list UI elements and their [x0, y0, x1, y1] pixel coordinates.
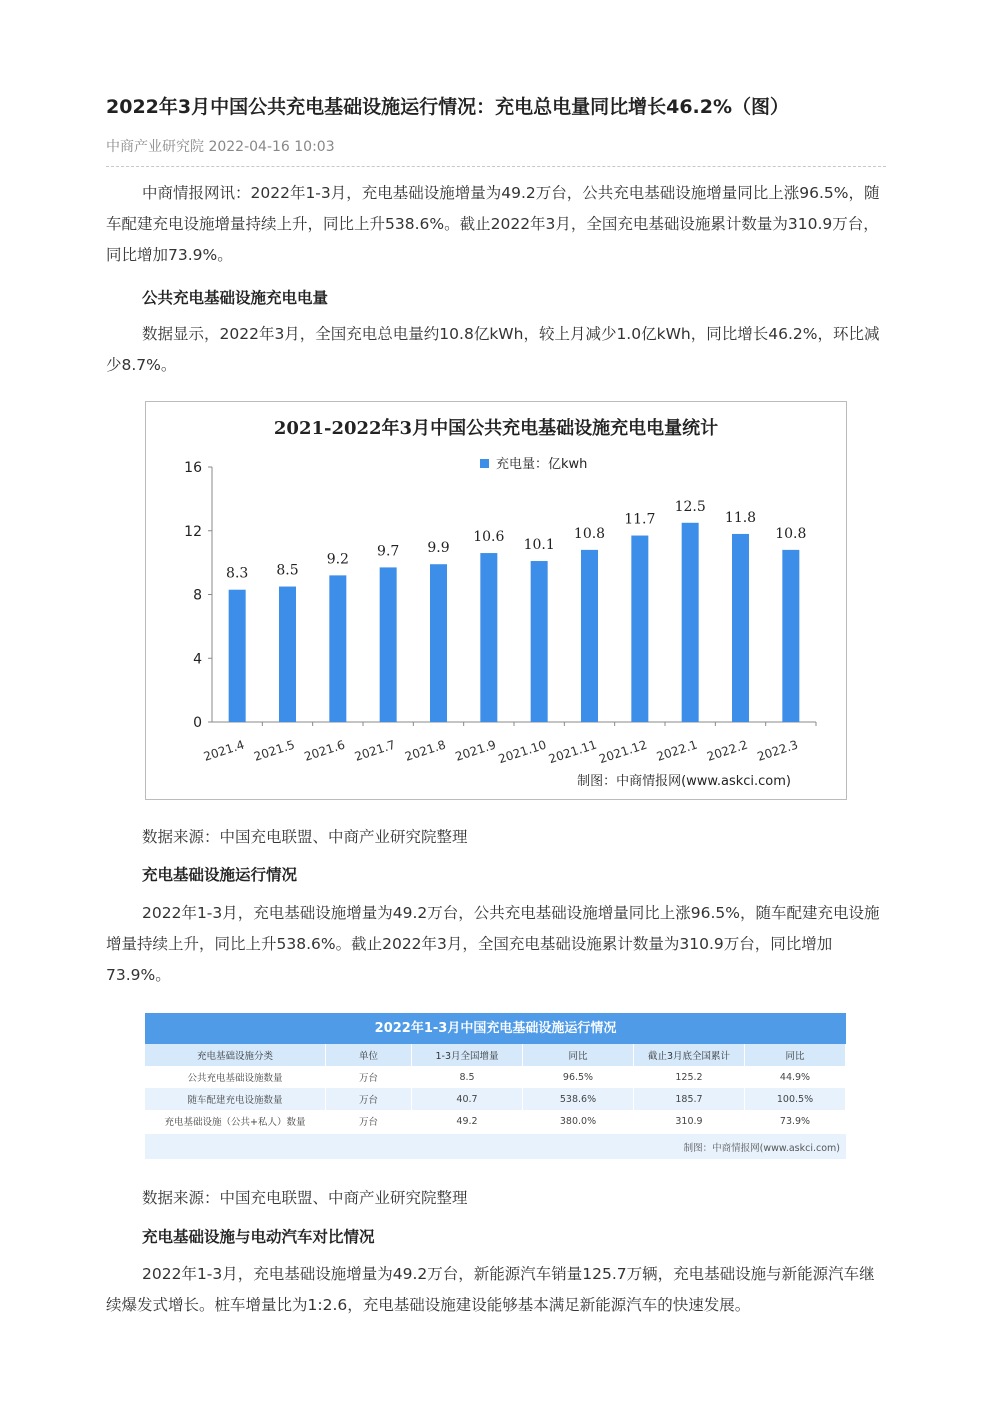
bar	[430, 564, 447, 722]
y-tick-label: 0	[193, 715, 202, 731]
table-header-cell: 同比	[523, 1044, 634, 1066]
data-label: 10.1	[523, 537, 555, 554]
paragraph-charging-volume: 数据显示，2022年3月，全国充电总电量约10.8亿kWh，较上月减少1.0亿kWh，同比增长46.2%，环比减少8.7%。	[106, 325, 880, 374]
table-header-cell: 1-3月全国增量	[412, 1044, 523, 1066]
table-cell: 公共充电基础设施数量	[145, 1066, 326, 1088]
chart-credit: 制图：中商情报网(www.askci.com)	[577, 774, 791, 789]
table-cell: 96.5%	[523, 1066, 634, 1088]
x-tick-label: 2022.3	[755, 737, 800, 764]
table-cell: 充电基础设施（公共+私人）数量	[145, 1110, 326, 1132]
table-header-row	[145, 1044, 846, 1066]
bar	[531, 561, 548, 722]
x-tick-label: 2021.5	[252, 737, 297, 764]
x-tick-label: 2021.10	[496, 737, 549, 767]
paragraph-intro: 中商情报网讯：2022年1-3月，充电基础设施增量为49.2万台，公共充电基础设施增量同比上涨96.5%，随车配建充电设施增量持续上升，同比上升538.6%。截止2022年3月，全国充电基础设施累计数量为310.9万台，同比增加73.9%。	[106, 184, 880, 264]
bar	[279, 587, 296, 722]
chart-canvas	[146, 402, 846, 799]
data-label: 8.5	[276, 562, 299, 579]
bar	[732, 534, 749, 722]
x-tick-label: 2021.12	[597, 737, 649, 767]
table-cell: 380.0%	[523, 1110, 634, 1132]
x-tick-label: 2021.6	[302, 737, 347, 764]
section-heading-charging-volume: 公共充电基础设施充电电量	[142, 289, 329, 307]
data-label: 11.7	[624, 511, 656, 528]
y-tick-label: 12	[184, 523, 202, 540]
data-label: 9.2	[326, 551, 349, 568]
table-cell: 万台	[326, 1110, 412, 1132]
y-tick-label: 16	[184, 460, 202, 476]
bar	[581, 550, 598, 722]
table-cell: 125.2	[634, 1066, 745, 1088]
x-tick-label: 2021.7	[352, 737, 398, 764]
article-title: 2022年3月中国公共充电基础设施运行情况：充电总电量同比增长46.2%（图）	[106, 96, 790, 118]
bar	[329, 575, 346, 722]
y-tick-label: 8	[193, 587, 202, 604]
bar	[480, 553, 497, 722]
table-cell: 49.2	[412, 1110, 523, 1132]
table-header-cell: 充电基础设施分类	[145, 1044, 326, 1066]
bar	[782, 550, 799, 722]
table-row	[145, 1088, 846, 1110]
x-tick-label: 2022.1	[654, 737, 700, 764]
y-tick-label: 4	[193, 651, 202, 668]
x-tick-label: 2021.8	[403, 737, 448, 764]
bar	[380, 567, 397, 722]
table-cell: 185.7	[634, 1088, 745, 1110]
table-cell: 100.5%	[745, 1088, 846, 1110]
data-label: 10.6	[473, 529, 505, 546]
chart-title: 2021-2022年3月中国公共充电基础设施充电电量统计	[273, 418, 719, 439]
table-cell: 万台	[326, 1066, 412, 1088]
table-cell: 万台	[326, 1088, 412, 1110]
table-source-note: 数据来源：中国充电联盟、中商产业研究院整理	[142, 1189, 468, 1207]
table-cell: 73.9%	[745, 1110, 846, 1132]
data-label: 9.9	[427, 540, 450, 557]
section-heading-comparison: 充电基础设施与电动汽车对比情况	[142, 1228, 375, 1246]
data-table	[145, 1044, 846, 1132]
table-cell: 310.9	[634, 1110, 745, 1132]
paragraph-comparison: 2022年1-3月，充电基础设施增量为49.2万台，新能源汽车销量125.7万辆，充电基础设施与新能源汽车继续爆发式增长。桩车增量比为1:2.6，充电基础设施建设能够基本满足新能源汽车的快速发展。	[106, 1265, 875, 1314]
bar	[229, 590, 246, 722]
paragraph-operation: 2022年1-3月，充电基础设施增量为49.2万台，公共充电基础设施增量同比上涨96.5%，随车配建充电设施增量持续上升，同比上升538.6%。截止2022年3月，全国充电基础设施累计数量为310.9万台，同比增加73.9%。	[106, 904, 880, 984]
chart-source-note: 数据来源：中国充电联盟、中商产业研究院整理	[142, 828, 468, 846]
data-label: 9.7	[377, 543, 400, 560]
table-header-cell: 截止3月底全国累计	[634, 1044, 745, 1066]
table-cell: 538.6%	[523, 1088, 634, 1110]
data-table-figure	[145, 1013, 846, 1159]
table-cell: 40.7	[412, 1088, 523, 1110]
legend-label: 充电量：亿kwh	[496, 457, 588, 472]
data-label: 12.5	[674, 498, 706, 515]
bar	[682, 523, 699, 722]
table-cell: 8.5	[412, 1066, 523, 1088]
article-meta: 中商产业研究院 2022-04-16 10:03	[106, 139, 335, 155]
x-tick-label: 2021.9	[453, 737, 498, 764]
data-label: 8.3	[226, 565, 249, 582]
bar	[631, 536, 648, 722]
table-title: 2022年1-3月中国充电基础设施运行情况	[145, 1013, 846, 1044]
bar-chart	[145, 401, 847, 800]
table-row	[145, 1110, 846, 1132]
legend-swatch	[480, 459, 489, 468]
section-heading-operation: 充电基础设施运行情况	[142, 866, 298, 884]
table-cell: 随车配建充电设施数量	[145, 1088, 326, 1110]
table-header-cell: 同比	[745, 1044, 846, 1066]
divider	[106, 166, 886, 167]
data-label: 11.8	[724, 509, 757, 526]
data-label: 10.8	[573, 525, 606, 542]
x-tick-label: 2021.4	[201, 737, 247, 764]
table-credit: 制图：中商情报网(www.askci.com)	[683, 1143, 840, 1154]
table-header-cell: 单位	[326, 1044, 412, 1066]
x-tick-label: 2022.2	[705, 737, 750, 764]
table-row	[145, 1066, 846, 1088]
table-cell: 44.9%	[745, 1066, 846, 1088]
x-tick-label: 2021.11	[546, 737, 599, 767]
data-label: 10.8	[775, 525, 807, 542]
